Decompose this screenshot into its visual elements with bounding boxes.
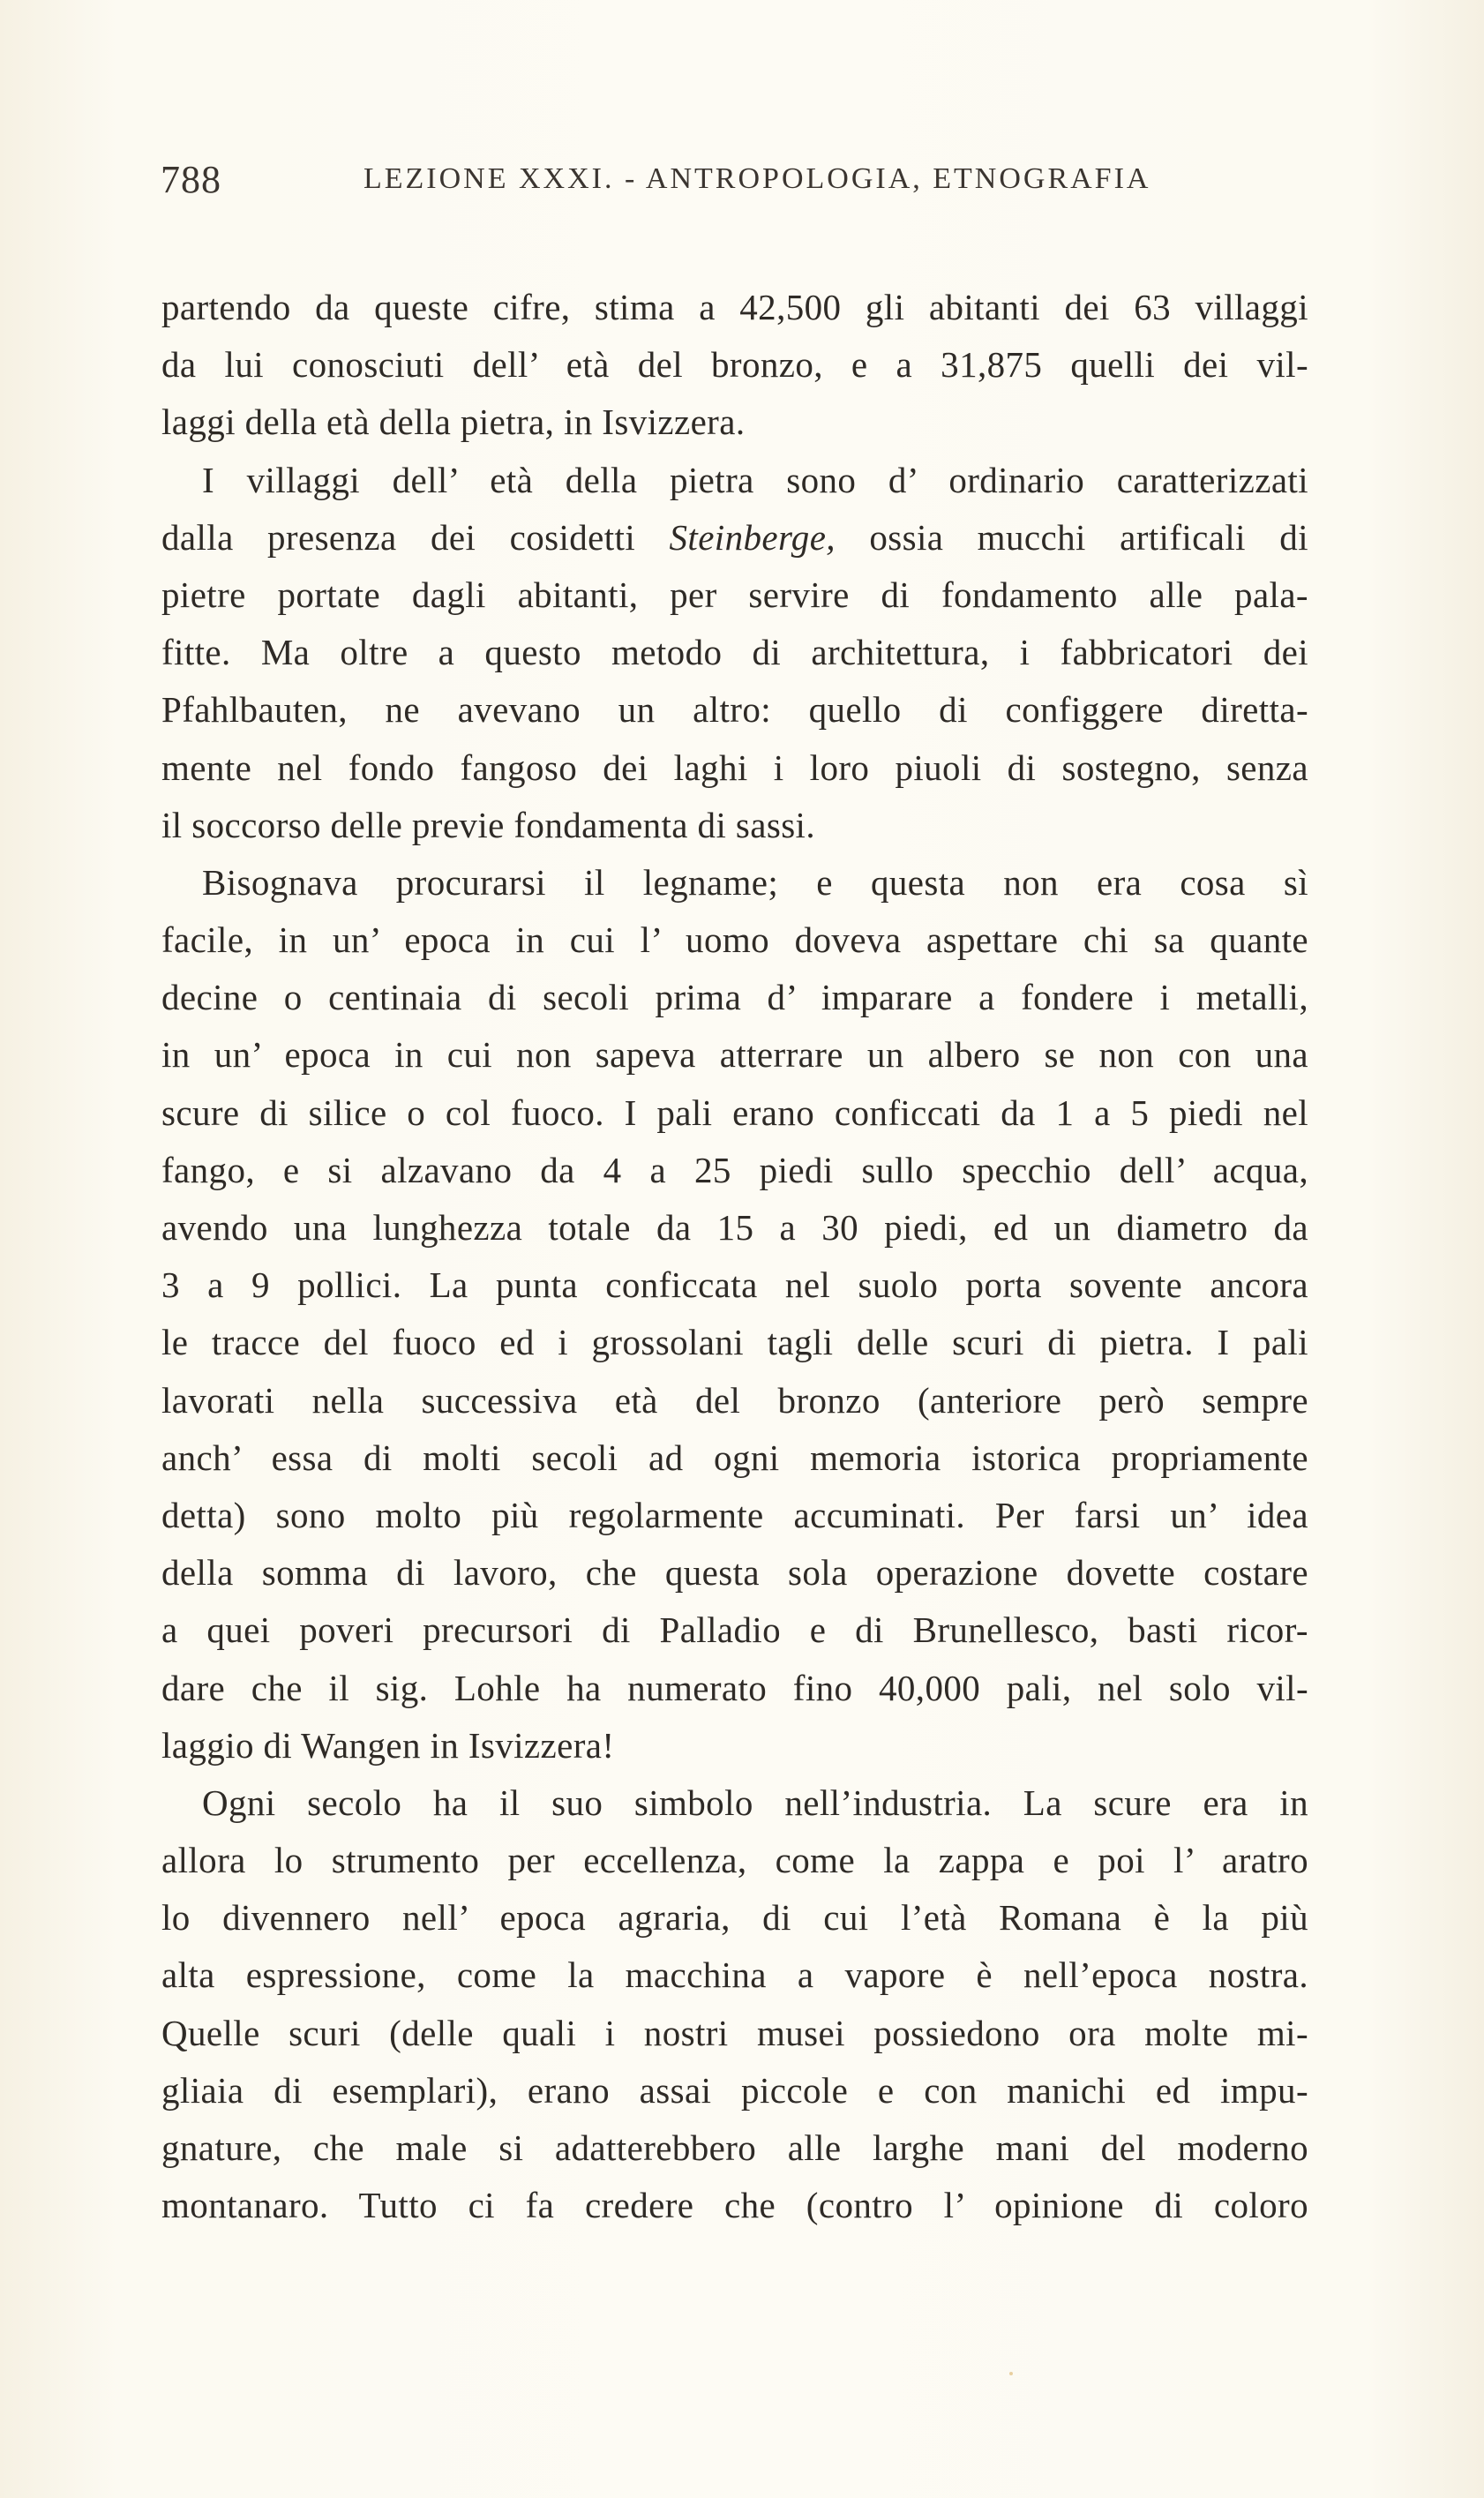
text-line: 3 a 9 pollici. La punta conficcata nel suolo porta sovente ancora bbox=[161, 1264, 1308, 1306]
text-line: pietre portate dagli abitanti, per servire di fondamento alle pala- bbox=[161, 574, 1308, 615]
text-line: montanaro. Tutto ci fa credere che (contro l’ opinione di coloro bbox=[161, 2185, 1308, 2226]
text-line: I villaggi dell’ età della pietra sono d’ ordinario caratterizzati bbox=[202, 459, 1308, 500]
text-line: della somma di lavoro, che questa sola operazione dovette costare bbox=[161, 1552, 1308, 1594]
text-line: gnature, che male si adatterebbero alle larghe mani del moderno bbox=[161, 2127, 1308, 2168]
text-line: dare che il sig. Lohle ha numerato fino 40,000 pali, nel solo vil- bbox=[161, 1667, 1308, 1708]
text-line: in un’ epoca in cui non sapeva atterrare un albero se non con una bbox=[161, 1034, 1308, 1076]
text-line: laggi della età della pietra, in Isvizzera. bbox=[161, 401, 746, 443]
text-line: fitte. Ma oltre a questo metodo di architettura, i fabbricatori dei bbox=[161, 632, 1308, 673]
text-line: alta espressione, come la macchina a vapore è nell’epoca nostra. bbox=[161, 1954, 1308, 1996]
text-line: avendo una lunghezza totale da 15 a 30 piedi, ed un diametro da bbox=[161, 1207, 1308, 1248]
text-line: a quei poveri precursori di Palladio e di Brunellesco, basti ricor- bbox=[161, 1609, 1308, 1651]
text-line: facile, in un’ epoca in cui l’ uomo doveva aspettare chi sa quante bbox=[161, 919, 1308, 961]
text-line: laggio di Wangen in Isvizzera! bbox=[161, 1724, 615, 1766]
text-line: gliaia di esemplari), erano assai piccole e con manichi ed impu- bbox=[161, 2069, 1308, 2111]
text-line: anch’ essa di molti secoli ad ogni memoria istorica propriamente bbox=[161, 1437, 1308, 1478]
text-fragment: ossia mucchi artificali di bbox=[869, 516, 1308, 558]
running-head: LEZIONE XXXI. - ANTROPOLOGIA, ETNOGRAFIA bbox=[364, 162, 1151, 195]
text-line: partendo da queste cifre, stima a 42,500 gli abitanti dei 63 villaggi bbox=[161, 287, 1308, 327]
text-line: Bisognava procurarsi il legname; e questa non era cosa sì bbox=[202, 861, 1308, 903]
page-header bbox=[161, 157, 1308, 210]
text-line: da lui conosciuti dell’ età del bronzo, e a 31,875 quelli dei vil- bbox=[161, 344, 1308, 386]
text-fragment: dalla presenza dei cosidetti bbox=[161, 516, 636, 558]
text-line: Ogni secolo ha il suo simbolo nell’industria. La scure era in bbox=[202, 1782, 1308, 1823]
text-line: detta) sono molto più regolarmente accuminati. Per farsi un’ idea bbox=[161, 1494, 1308, 1535]
text-line-with-italic bbox=[161, 509, 1308, 566]
text-line: il soccorso delle previe fondamenta di sassi. bbox=[161, 804, 815, 845]
text-line: le tracce del fuoco ed i grossolani tagli delle scuri di pietra. I pali bbox=[161, 1322, 1308, 1363]
text-line: mente nel fondo fangoso dei laghi i loro piuoli di sostegno, senza bbox=[161, 746, 1308, 788]
page-number: 788 bbox=[161, 158, 221, 201]
text-line: lavorati nella successiva età del bronzo (anteriore però sempre bbox=[161, 1379, 1308, 1421]
text-line: Pfahlbauten, ne avevano un altro: quello di configgere diretta- bbox=[161, 689, 1308, 731]
text-line: lo divennero nell’ epoca agraria, di cui l’età Romana è la più bbox=[161, 1897, 1308, 1939]
text-line: scure di silice o col fuoco. I pali erano conficcati da 1 a 5 piedi nel bbox=[161, 1091, 1308, 1133]
body-text bbox=[161, 279, 1308, 2234]
italic-term: Steinberge, bbox=[669, 516, 836, 558]
text-line: fango, e si alzavano da 4 a 25 piedi sullo specchio dell’ acqua, bbox=[161, 1149, 1308, 1190]
text-line: Quelle scuri (delle quali i nostri musei possiedono ora molte mi- bbox=[161, 2012, 1308, 2053]
text-line: decine o centinaia di secoli prima d’ imparare a fondere i metalli, bbox=[161, 977, 1308, 1018]
text-line: allora lo strumento per eccellenza, come la zappa e poi l’ aratro bbox=[161, 1840, 1308, 1881]
paper-speck bbox=[1009, 2372, 1013, 2375]
